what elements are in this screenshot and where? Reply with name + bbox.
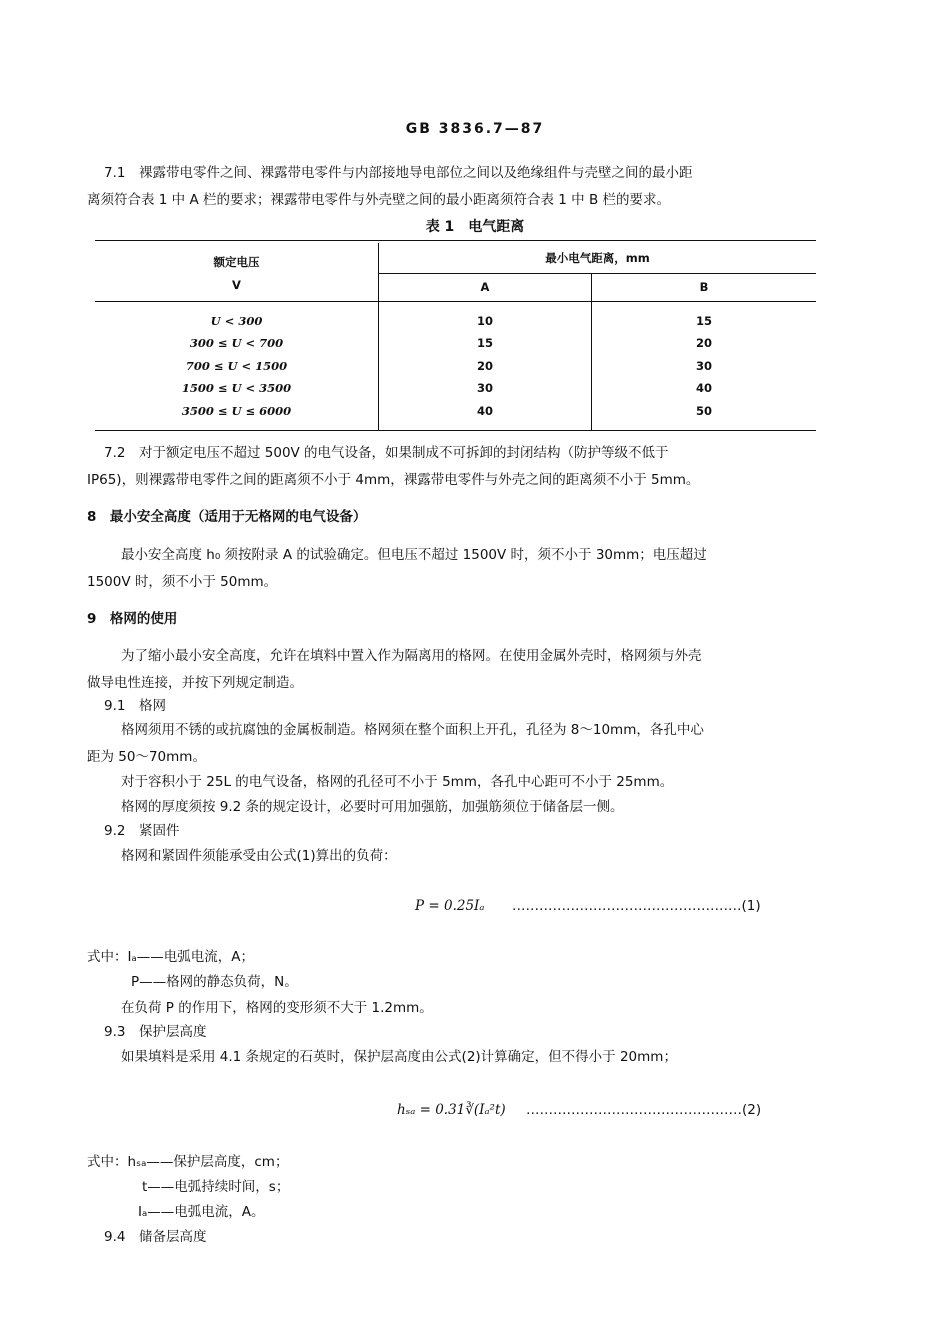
s9-1-title: 9.1 格网 bbox=[104, 698, 166, 714]
b-cell: 15 bbox=[592, 310, 817, 333]
s7-2-line1: 7.2 对于额定电压不超过 500V 的电气设备，如果制成不可拆卸的封闭结构（防护等级不低于 bbox=[104, 445, 669, 461]
s7-2-line2: IP65)，则裸露带电零件之间的距离须不小于 4mm，裸露带电零件与外壳之间的距离须不小于 5mm。 bbox=[87, 472, 700, 488]
table-row bbox=[95, 400, 816, 423]
eq2-where-3: Iₐ——电弧电流，A。 bbox=[138, 1204, 265, 1220]
a-cell: 20 bbox=[379, 355, 592, 378]
equation-2-number: …………………………………………(2) bbox=[526, 1102, 762, 1118]
equation-2: hₛₐ = 0.31∛(Iₐ²t) bbox=[397, 1102, 506, 1118]
eq1-where-1: 式中：Iₐ——电弧电流，A； bbox=[87, 949, 255, 965]
s9-3-title: 9.3 保护层高度 bbox=[104, 1024, 207, 1040]
s7-1-line2: 离须符合表 1 中 A 栏的要求；裸露带电零件与外壳壁之间的最小距离须符合表 1 中 B 栏的要求。 bbox=[87, 192, 671, 208]
s8-line2: 1500V 时，须不小于 50mm。 bbox=[87, 574, 278, 590]
voltage-cell: 3500 ≤ U ≤ 6000 bbox=[181, 403, 292, 418]
col-voltage-header: 额定电压 bbox=[213, 254, 260, 269]
a-cell: 15 bbox=[379, 332, 592, 355]
s9-1-p2: 对于容积小于 25L 的电气设备，格网的孔径可不小于 5mm，各孔中心距可不小于 25mm。 bbox=[121, 774, 674, 790]
s9-1-p1-line2: 距为 50～70mm。 bbox=[87, 749, 206, 765]
s9-title: 9 格网的使用 bbox=[87, 611, 178, 627]
standard-header: GB 3836.7—87 bbox=[405, 121, 545, 137]
table-row bbox=[95, 377, 816, 400]
s9-intro-line2: 做导电性连接，并按下列规定制造。 bbox=[87, 675, 303, 691]
s9-2-title: 9.2 紧固件 bbox=[104, 823, 180, 839]
a-cell: 10 bbox=[379, 310, 592, 333]
s9-2-p1: 格网和紧固件须能承受由公式(1)算出的负荷： bbox=[121, 848, 397, 864]
b-cell: 40 bbox=[592, 377, 817, 400]
s9-1-p1-line1: 格网须用不锈的或抗腐蚀的金属板制造。格网须在整个面积上开孔，孔径为 8～10mm，各孔中心 bbox=[121, 722, 704, 738]
s9-intro-line1: 为了缩小最小安全高度，允许在填料中置入作为隔离用的格网。在使用金属外壳时，格网须与外壳 bbox=[121, 648, 702, 664]
equation-1-number: ……………………………………………(1) bbox=[512, 898, 761, 914]
table-row bbox=[95, 355, 816, 378]
table-row bbox=[95, 310, 816, 333]
a-cell: 40 bbox=[379, 400, 592, 423]
s9-3-p1: 如果填料是采用 4.1 条规定的石英时，保护层高度由公式(2)计算确定，但不得小于 20mm； bbox=[121, 1049, 677, 1065]
voltage-cell: 1500 ≤ U < 3500 bbox=[181, 381, 292, 396]
col-distance-header: 最小电气距离，mm bbox=[379, 243, 817, 274]
s9-2-p2: 在负荷 P 的作用下，格网的变形须不大于 1.2mm。 bbox=[121, 1000, 433, 1016]
voltage-cell: U < 300 bbox=[210, 313, 263, 328]
col-b-header: B bbox=[592, 273, 817, 301]
equation-1: P = 0.25Iₐ bbox=[415, 898, 485, 914]
voltage-cell: 300 ≤ U < 700 bbox=[189, 336, 284, 351]
a-cell: 30 bbox=[379, 377, 592, 400]
b-cell: 50 bbox=[592, 400, 817, 423]
eq1-where-2: P——格网的静态负荷，N。 bbox=[131, 974, 298, 990]
b-cell: 30 bbox=[592, 355, 817, 378]
b-cell: 20 bbox=[592, 332, 817, 355]
col-voltage-unit: V bbox=[232, 277, 241, 292]
table1-caption: 表 1 电气距离 bbox=[425, 219, 525, 235]
voltage-cell: 700 ≤ U < 1500 bbox=[185, 358, 288, 373]
s8-title: 8 最小安全高度（适用于无格网的电气设备） bbox=[87, 509, 367, 525]
s9-4-title: 9.4 储备层高度 bbox=[104, 1229, 207, 1245]
s8-line1: 最小安全高度 h₀ 须按附录 A 的试验确定。但电压不超过 1500V 时，须不小于 30mm；电压超过 bbox=[121, 547, 707, 563]
electrical-distance-table bbox=[95, 240, 816, 431]
s9-1-p3: 格网的厚度须按 9.2 条的规定设计，必要时可用加强筋，加强筋须位于储备层一侧。 bbox=[121, 799, 624, 815]
col-a-header: A bbox=[379, 273, 592, 301]
eq2-where-1: 式中：hₛₐ——保护层高度，cm； bbox=[87, 1154, 289, 1170]
s7-1-line1: 7.1 裸露带电零件之间、裸露带电零件与内部接地导电部位之间以及绝缘组件与壳壁之间的最小距 bbox=[104, 165, 693, 181]
table-row bbox=[95, 332, 816, 355]
eq2-where-2: t——电弧持续时间，s； bbox=[142, 1179, 290, 1195]
